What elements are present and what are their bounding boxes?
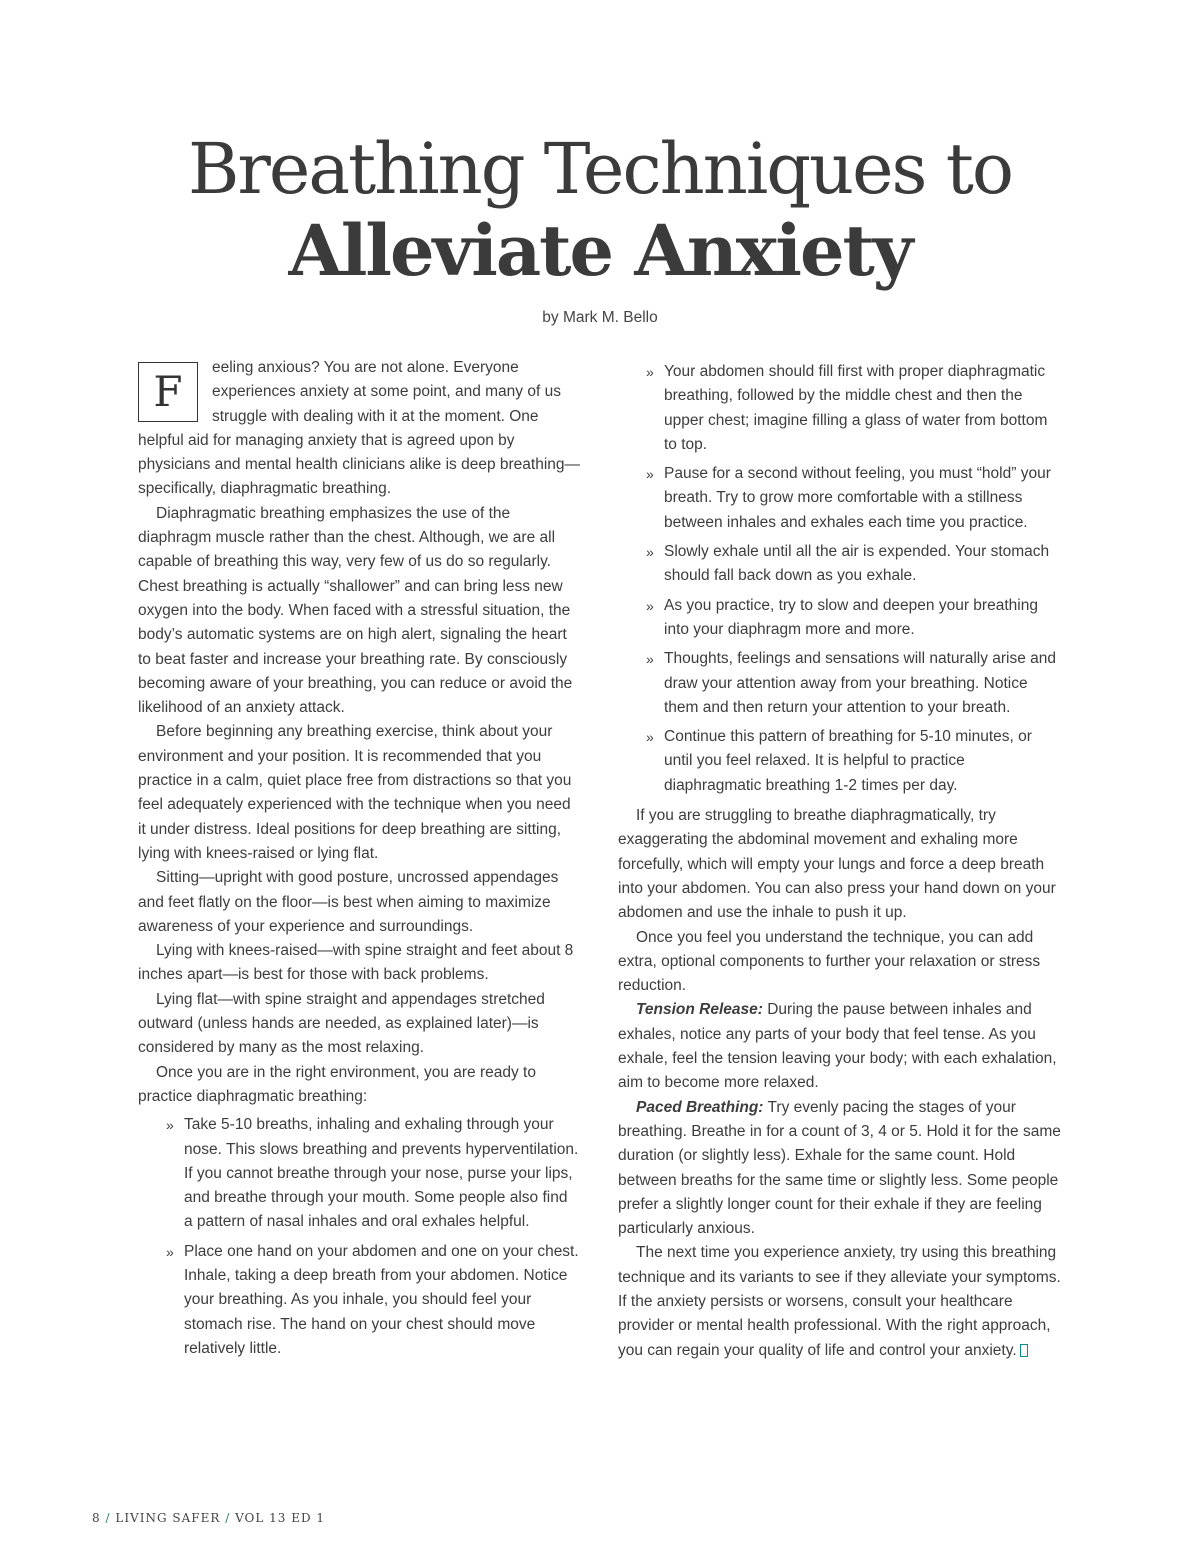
article-title — [0, 128, 1200, 292]
list-item-text: Your abdomen should fill first with proper diaphragmatic breathing, followed by the middle chest and then the upper chest; imagine filling a glass of water from bottom to top. — [664, 363, 1048, 453]
paragraph: Once you feel you understand the technique, you can add extra, optional components to further your relaxation or stress reduction. — [618, 928, 1041, 995]
left-column — [138, 356, 580, 1367]
paragraph: Lying with knees-raised—with spine straight and feet about 8 inches apart—is best for those with back problems. — [138, 942, 574, 984]
publication-name: LIVING SAFER — [115, 1511, 221, 1525]
steps-list-continued — [618, 360, 1062, 798]
list-item-text: Thoughts, feelings and sensations will naturally arise and draw your attention away from your breathing. Notice them and then return your attention to your breath. — [664, 650, 1057, 716]
dropcap: F — [138, 362, 198, 422]
paragraph-tension-release — [618, 998, 1062, 1095]
paragraph: Diaphragmatic breathing emphasizes the use of the diaphragm muscle rather than the chest. Although, we are all capable of breathing this way, very few of us do so regularly. Chest breathing is actually “shallower” and can bring less new oxygen into the body. When faced with a stressful situation, the body’s automatic systems are on high alert, signaling the heart to beat faster and increase your breathing rate. By consciously becoming aware of your breathing, you can reduce or avoid the likelihood of an anxiety attack. — [138, 504, 573, 717]
bullet-marker: » — [646, 651, 654, 668]
footer-separator: / — [225, 1511, 231, 1525]
bullet-marker: » — [646, 597, 654, 614]
byline: by Mark M. Bello — [542, 309, 658, 326]
list-item — [618, 647, 1062, 720]
list-item-text: Place one hand on your abdomen and one on your chest. Inhale, taking a deep breath from your abdomen. Notice your breathing. As you inhale, you should feel your stomach rise. The hand on your chest should move relatively little. — [184, 1242, 579, 1357]
steps-list — [138, 1113, 580, 1361]
paragraph: If you are struggling to breathe diaphragmatically, try exaggerating the abdominal movement and exhaling more forcefully, which will empty your lungs and force a deep breath into your abdomen. You can also press your hand down on your abdomen and use the inhale to push it up. — [618, 807, 1056, 922]
bullet-marker: » — [646, 729, 654, 746]
paragraph: Lying flat—with spine straight and appendages stretched outward (unless hands are needed, as explained later)—is considered by many as the most relaxing. — [138, 990, 545, 1057]
tension-release-text: During the pause between inhales and exhales, notice any parts of your body that feel tense. As you exhale, feel the tension leaving your body; with each exhalation, aim to become more relaxed. — [618, 1001, 1057, 1092]
intro-paragraph — [138, 356, 580, 502]
title-line-2: Alleviate Anxiety — [288, 209, 912, 292]
list-item-text: Continue this pattern of breathing for 5-10 minutes, or until you feel relaxed. It is helpful to practice diaphragmatic breathing 1-2 times per day. — [664, 728, 1032, 794]
list-item-text: Take 5-10 breaths, inhaling and exhaling through your nose. This slows breathing and prevents hyperventilation. If you cannot breathe through your nose, purse your lips, and breathe through your mouth. Some people also find a pattern of nasal inhales and oral exhales helpful. — [184, 1116, 579, 1231]
paragraph: Once you are in the right environment, you are ready to practice diaphragmatic breathing: — [138, 1063, 536, 1105]
list-item — [138, 1240, 580, 1361]
issue-info: VOL 13 ED 1 — [235, 1511, 326, 1525]
intro-text: eeling anxious? You are not alone. Everyone experiences anxiety at some point, and many of us struggle with dealing with it at the moment. One helpful aid for managing anxiety that is agreed upon by physicians and mental health clinicians alike is deep breathing—specifically, diaphragmatic breathing. — [138, 359, 581, 498]
closing-text: The next time you experience anxiety, try using this breathing technique and its variants to see if they alleviate your symptoms. If the anxiety persists or worsens, consult your healthcare provider or mental health professional. With the right approach, you can regain your quality of life and control your anxiety. — [618, 1244, 1061, 1359]
paragraph: Sitting—upright with good posture, uncrossed appendages and feet flatly on the floor—is best when aiming to maximize awareness of your experience and surroundings. — [138, 869, 559, 935]
bullet-marker: » — [646, 364, 654, 380]
page-number: 8 — [92, 1511, 101, 1525]
list-item — [618, 594, 1062, 643]
list-item-text: As you practice, try to slow and deepen your breathing into your diaphragm more and more. — [664, 596, 1038, 638]
list-item — [618, 462, 1062, 535]
list-item-text: Pause for a second without feeling, you must “hold” your breath. Try to grow more comfortable with a stillness between inhales and exhales each time you practice. — [664, 465, 1051, 531]
footer-separator: / — [105, 1511, 111, 1525]
paced-breathing-text: Try evenly pacing the stages of your breathing. Breathe in for a count of 3, 4 or 5. Hold it for the same duration (or slightly less). Exhale for the same count. Hold between breaths for the same time or slightly less. Some people prefer a slightly longer count for their exhale if they are feeling particularly anxious. — [618, 1098, 1061, 1238]
list-item — [138, 1113, 580, 1234]
list-item — [618, 360, 1062, 457]
tension-release-lead: Tension Release: — [636, 1001, 763, 1019]
end-mark-icon — [1020, 1344, 1028, 1357]
paragraph: Before beginning any breathing exercise, think about your environment and your position. It is recommended that you practice in a calm, quiet place free from distractions so that you feel adequately experienced with the technique when you need it under distress. Ideal positions for deep breathing are sitting, lying with knees-raised or lying flat. — [138, 723, 572, 862]
bullet-marker: » — [166, 1117, 174, 1134]
bullet-marker: » — [646, 466, 654, 483]
bullet-marker: » — [646, 544, 654, 561]
list-item — [618, 725, 1062, 798]
page-footer — [92, 1511, 325, 1525]
paragraph-paced-breathing — [618, 1096, 1062, 1242]
title-line-1: Breathing Techniques to — [187, 128, 1012, 210]
paced-breathing-lead: Paced Breathing: — [636, 1098, 764, 1116]
list-item-text: Slowly exhale until all the air is expended. Your stomach should fall back down as you exhale. — [664, 543, 1050, 585]
bullet-marker: » — [166, 1243, 174, 1260]
closing-paragraph — [618, 1241, 1062, 1362]
list-item — [618, 540, 1062, 589]
right-column — [618, 356, 1062, 1363]
